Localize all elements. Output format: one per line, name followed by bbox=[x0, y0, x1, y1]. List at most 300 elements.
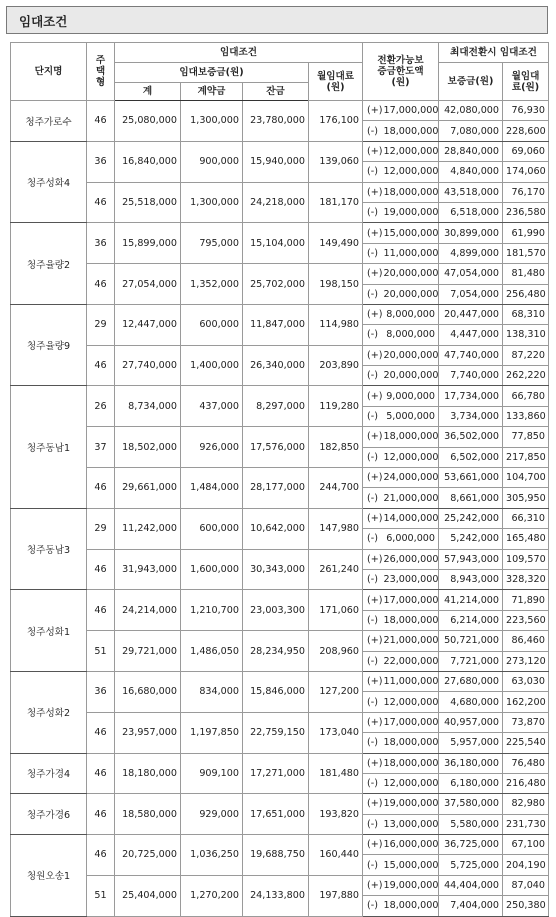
max-deposit-cell: 36,502,000 bbox=[439, 427, 503, 447]
conversion-amount-cell: 20,000,000 bbox=[381, 264, 439, 284]
conversion-amount-cell: 17,000,000 bbox=[381, 590, 439, 610]
table-body bbox=[11, 101, 549, 917]
max-deposit-cell: 7,054,000 bbox=[439, 284, 503, 304]
deposit-total-cell: 23,957,000 bbox=[115, 712, 181, 753]
conversion-amount-cell: 20,000,000 bbox=[381, 284, 439, 304]
monthly-rent-cell: 193,820 bbox=[309, 794, 363, 835]
max-monthly-rent-cell: 63,030 bbox=[503, 671, 549, 691]
max-deposit-cell: 50,721,000 bbox=[439, 631, 503, 651]
contract-deposit-cell: 795,000 bbox=[181, 223, 243, 264]
contract-deposit-cell: 1,300,000 bbox=[181, 101, 243, 142]
max-monthly-rent-cell: 67,100 bbox=[503, 835, 549, 855]
housing-type-cell: 46 bbox=[87, 101, 115, 142]
max-deposit-cell: 7,721,000 bbox=[439, 651, 503, 671]
max-monthly-rent-cell: 273,120 bbox=[503, 651, 549, 671]
conversion-sign-cell: (-) bbox=[363, 610, 381, 630]
max-monthly-rent-cell: 225,540 bbox=[503, 733, 549, 753]
contract-deposit-cell: 926,000 bbox=[181, 427, 243, 468]
max-deposit-cell: 42,080,000 bbox=[439, 101, 503, 121]
conversion-amount-cell: 18,000,000 bbox=[381, 182, 439, 202]
conversion-sign-cell: (-) bbox=[363, 162, 381, 182]
housing-type-cell: 46 bbox=[87, 345, 115, 386]
conversion-sign-cell: (+) bbox=[363, 671, 381, 691]
conversion-sign-cell: (-) bbox=[363, 121, 381, 141]
header-type: 주택형 bbox=[87, 43, 115, 101]
balance-cell: 17,576,000 bbox=[243, 427, 309, 468]
max-monthly-rent-cell: 305,950 bbox=[503, 488, 549, 508]
table-row bbox=[11, 590, 549, 610]
housing-type-cell: 46 bbox=[87, 590, 115, 631]
max-deposit-cell: 25,242,000 bbox=[439, 508, 503, 528]
max-deposit-cell: 30,899,000 bbox=[439, 223, 503, 243]
monthly-rent-cell: 203,890 bbox=[309, 345, 363, 386]
max-deposit-cell: 44,404,000 bbox=[439, 875, 503, 895]
max-deposit-cell: 4,447,000 bbox=[439, 325, 503, 345]
max-monthly-rent-cell: 216,480 bbox=[503, 773, 549, 793]
conversion-sign-cell: (+) bbox=[363, 753, 381, 773]
complex-name-cell: 청주율량9 bbox=[11, 304, 87, 386]
conversion-amount-cell: 8,000,000 bbox=[381, 325, 439, 345]
max-deposit-cell: 4,899,000 bbox=[439, 243, 503, 263]
deposit-total-cell: 29,661,000 bbox=[115, 468, 181, 509]
contract-deposit-cell: 1,600,000 bbox=[181, 549, 243, 590]
balance-cell: 26,340,000 bbox=[243, 345, 309, 386]
table-row bbox=[11, 101, 549, 121]
conversion-sign-cell: (-) bbox=[363, 243, 381, 263]
balance-cell: 28,234,950 bbox=[243, 631, 309, 672]
conversion-amount-cell: 19,000,000 bbox=[381, 794, 439, 814]
table-row bbox=[11, 264, 549, 284]
balance-cell: 23,780,000 bbox=[243, 101, 309, 142]
deposit-total-cell: 25,404,000 bbox=[115, 875, 181, 916]
table-row bbox=[11, 753, 549, 773]
conversion-sign-cell: (-) bbox=[363, 488, 381, 508]
conversion-sign-cell: (-) bbox=[363, 325, 381, 345]
conversion-amount-cell: 17,000,000 bbox=[381, 101, 439, 121]
housing-type-cell: 26 bbox=[87, 386, 115, 427]
max-monthly-rent-cell: 73,870 bbox=[503, 712, 549, 732]
monthly-rent-cell: 173,040 bbox=[309, 712, 363, 753]
max-deposit-cell: 8,661,000 bbox=[439, 488, 503, 508]
conversion-amount-cell: 18,000,000 bbox=[381, 427, 439, 447]
conversion-amount-cell: 14,000,000 bbox=[381, 508, 439, 528]
conversion-sign-cell: (-) bbox=[363, 896, 381, 916]
monthly-rent-cell: 160,440 bbox=[309, 835, 363, 876]
conversion-amount-cell: 12,000,000 bbox=[381, 773, 439, 793]
conversion-sign-cell: (-) bbox=[363, 569, 381, 589]
max-monthly-rent-cell: 162,200 bbox=[503, 692, 549, 712]
balance-cell: 17,651,000 bbox=[243, 794, 309, 835]
deposit-total-cell: 12,447,000 bbox=[115, 304, 181, 345]
conversion-sign-cell: (+) bbox=[363, 223, 381, 243]
balance-cell: 17,271,000 bbox=[243, 753, 309, 794]
balance-cell: 19,688,750 bbox=[243, 835, 309, 876]
conversion-amount-cell: 18,000,000 bbox=[381, 896, 439, 916]
conversion-amount-cell: 12,000,000 bbox=[381, 692, 439, 712]
contract-deposit-cell: 834,000 bbox=[181, 671, 243, 712]
deposit-total-cell: 11,242,000 bbox=[115, 508, 181, 549]
conversion-amount-cell: 24,000,000 bbox=[381, 468, 439, 488]
max-monthly-rent-cell: 66,310 bbox=[503, 508, 549, 528]
header-balance: 잔금 bbox=[243, 83, 309, 101]
table-row bbox=[11, 427, 549, 447]
contract-deposit-cell: 900,000 bbox=[181, 141, 243, 182]
table-row bbox=[11, 182, 549, 202]
max-deposit-cell: 47,740,000 bbox=[439, 345, 503, 365]
max-monthly-rent-cell: 87,040 bbox=[503, 875, 549, 895]
header-complex: 단지명 bbox=[11, 43, 87, 101]
max-monthly-rent-cell: 250,380 bbox=[503, 896, 549, 916]
contract-deposit-cell: 1,400,000 bbox=[181, 345, 243, 386]
balance-cell: 24,218,000 bbox=[243, 182, 309, 223]
conversion-amount-cell: 18,000,000 bbox=[381, 753, 439, 773]
balance-cell: 10,642,000 bbox=[243, 508, 309, 549]
conversion-sign-cell: (+) bbox=[363, 794, 381, 814]
contract-deposit-cell: 1,300,000 bbox=[181, 182, 243, 223]
balance-cell: 8,297,000 bbox=[243, 386, 309, 427]
conversion-amount-cell: 18,000,000 bbox=[381, 121, 439, 141]
conversion-amount-cell: 16,000,000 bbox=[381, 835, 439, 855]
balance-cell: 11,847,000 bbox=[243, 304, 309, 345]
deposit-total-cell: 25,080,000 bbox=[115, 101, 181, 142]
monthly-rent-cell: 176,100 bbox=[309, 101, 363, 142]
conversion-amount-cell: 12,000,000 bbox=[381, 447, 439, 467]
max-deposit-cell: 36,725,000 bbox=[439, 835, 503, 855]
conversion-sign-cell: (-) bbox=[363, 529, 381, 549]
max-monthly-rent-cell: 328,320 bbox=[503, 569, 549, 589]
table-row bbox=[11, 875, 549, 895]
deposit-total-cell: 15,899,000 bbox=[115, 223, 181, 264]
contract-deposit-cell: 909,100 bbox=[181, 753, 243, 794]
housing-type-cell: 46 bbox=[87, 182, 115, 223]
conversion-amount-cell: 11,000,000 bbox=[381, 243, 439, 263]
monthly-rent-cell: 119,280 bbox=[309, 386, 363, 427]
table-row bbox=[11, 549, 549, 569]
max-deposit-cell: 7,080,000 bbox=[439, 121, 503, 141]
max-deposit-cell: 6,518,000 bbox=[439, 202, 503, 222]
max-deposit-cell: 4,680,000 bbox=[439, 692, 503, 712]
conversion-sign-cell: (+) bbox=[363, 386, 381, 406]
max-deposit-cell: 6,214,000 bbox=[439, 610, 503, 630]
table-row bbox=[11, 631, 549, 651]
header-max-conversion: 최대전환시 임대조건 bbox=[439, 43, 549, 63]
complex-name-cell: 청주동남3 bbox=[11, 508, 87, 590]
max-monthly-rent-cell: 256,480 bbox=[503, 284, 549, 304]
table-row bbox=[11, 386, 549, 406]
monthly-rent-cell: 147,980 bbox=[309, 508, 363, 549]
conversion-sign-cell: (+) bbox=[363, 590, 381, 610]
deposit-total-cell: 18,502,000 bbox=[115, 427, 181, 468]
max-deposit-cell: 27,680,000 bbox=[439, 671, 503, 691]
complex-name-cell: 청주율량2 bbox=[11, 223, 87, 305]
housing-type-cell: 29 bbox=[87, 304, 115, 345]
contract-deposit-cell: 437,000 bbox=[181, 386, 243, 427]
conversion-sign-cell: (-) bbox=[363, 733, 381, 753]
conversion-sign-cell: (-) bbox=[363, 447, 381, 467]
max-deposit-cell: 37,580,000 bbox=[439, 794, 503, 814]
monthly-rent-cell: 181,480 bbox=[309, 753, 363, 794]
max-monthly-rent-cell: 68,310 bbox=[503, 304, 549, 324]
balance-cell: 15,104,000 bbox=[243, 223, 309, 264]
conversion-amount-cell: 15,000,000 bbox=[381, 223, 439, 243]
section-title-box bbox=[6, 6, 548, 34]
table-row bbox=[11, 671, 549, 691]
max-deposit-cell: 6,180,000 bbox=[439, 773, 503, 793]
conversion-amount-cell: 15,000,000 bbox=[381, 855, 439, 875]
max-deposit-cell: 43,518,000 bbox=[439, 182, 503, 202]
monthly-rent-cell: 182,850 bbox=[309, 427, 363, 468]
conversion-amount-cell: 12,000,000 bbox=[381, 141, 439, 161]
deposit-total-cell: 25,518,000 bbox=[115, 182, 181, 223]
monthly-rent-cell: 171,060 bbox=[309, 590, 363, 631]
header-max-deposit: 보증금(원) bbox=[439, 63, 503, 101]
deposit-total-cell: 8,734,000 bbox=[115, 386, 181, 427]
page-title: 임대조건 bbox=[19, 14, 68, 29]
header-contract: 계약금 bbox=[181, 83, 243, 101]
deposit-total-cell: 20,725,000 bbox=[115, 835, 181, 876]
conversion-sign-cell: (+) bbox=[363, 101, 381, 121]
conversion-sign-cell: (+) bbox=[363, 264, 381, 284]
contract-deposit-cell: 1,270,200 bbox=[181, 875, 243, 916]
conversion-sign-cell: (+) bbox=[363, 875, 381, 895]
max-monthly-rent-cell: 66,780 bbox=[503, 386, 549, 406]
header-convertible-limit: 전환가능보증금한도액(원) bbox=[363, 43, 439, 101]
conversion-amount-cell: 20,000,000 bbox=[381, 366, 439, 386]
max-monthly-rent-cell: 204,190 bbox=[503, 855, 549, 875]
housing-type-cell: 29 bbox=[87, 508, 115, 549]
max-deposit-cell: 4,840,000 bbox=[439, 162, 503, 182]
conversion-sign-cell: (+) bbox=[363, 304, 381, 324]
deposit-total-cell: 31,943,000 bbox=[115, 549, 181, 590]
monthly-rent-cell: 114,980 bbox=[309, 304, 363, 345]
max-monthly-rent-cell: 87,220 bbox=[503, 345, 549, 365]
conversion-amount-cell: 17,000,000 bbox=[381, 712, 439, 732]
max-deposit-cell: 41,214,000 bbox=[439, 590, 503, 610]
table-row bbox=[11, 794, 549, 814]
housing-type-cell: 51 bbox=[87, 631, 115, 672]
max-monthly-rent-cell: 86,460 bbox=[503, 631, 549, 651]
monthly-rent-cell: 244,700 bbox=[309, 468, 363, 509]
table-row bbox=[11, 345, 549, 365]
max-deposit-cell: 36,180,000 bbox=[439, 753, 503, 773]
max-monthly-rent-cell: 104,700 bbox=[503, 468, 549, 488]
max-monthly-rent-cell: 82,980 bbox=[503, 794, 549, 814]
conversion-sign-cell: (-) bbox=[363, 773, 381, 793]
max-deposit-cell: 5,725,000 bbox=[439, 855, 503, 875]
max-deposit-cell: 5,242,000 bbox=[439, 529, 503, 549]
max-deposit-cell: 17,734,000 bbox=[439, 386, 503, 406]
contract-deposit-cell: 929,000 bbox=[181, 794, 243, 835]
deposit-total-cell: 16,680,000 bbox=[115, 671, 181, 712]
conversion-sign-cell: (+) bbox=[363, 345, 381, 365]
conversion-amount-cell: 20,000,000 bbox=[381, 345, 439, 365]
balance-cell: 25,702,000 bbox=[243, 264, 309, 305]
max-monthly-rent-cell: 223,560 bbox=[503, 610, 549, 630]
housing-type-cell: 46 bbox=[87, 712, 115, 753]
conversion-sign-cell: (-) bbox=[363, 692, 381, 712]
max-monthly-rent-cell: 76,930 bbox=[503, 101, 549, 121]
conversion-amount-cell: 6,000,000 bbox=[381, 529, 439, 549]
max-monthly-rent-cell: 76,170 bbox=[503, 182, 549, 202]
complex-name-cell: 청주가경4 bbox=[11, 753, 87, 794]
conversion-amount-cell: 18,000,000 bbox=[381, 610, 439, 630]
conversion-amount-cell: 5,000,000 bbox=[381, 406, 439, 426]
max-monthly-rent-cell: 228,600 bbox=[503, 121, 549, 141]
conversion-sign-cell: (-) bbox=[363, 202, 381, 222]
monthly-rent-cell: 149,490 bbox=[309, 223, 363, 264]
deposit-total-cell: 29,721,000 bbox=[115, 631, 181, 672]
table-row bbox=[11, 141, 549, 161]
complex-name-cell: 청원오송1 bbox=[11, 835, 87, 917]
table-row bbox=[11, 712, 549, 732]
max-deposit-cell: 3,734,000 bbox=[439, 406, 503, 426]
housing-type-cell: 46 bbox=[87, 753, 115, 794]
housing-type-cell: 36 bbox=[87, 671, 115, 712]
conversion-sign-cell: (-) bbox=[363, 284, 381, 304]
deposit-total-cell: 16,840,000 bbox=[115, 141, 181, 182]
header-max-monthly-rent: 월임대료(원) bbox=[503, 63, 549, 101]
table-row bbox=[11, 835, 549, 855]
conversion-sign-cell: (+) bbox=[363, 712, 381, 732]
table-row bbox=[11, 508, 549, 528]
conversion-amount-cell: 9,000,000 bbox=[381, 386, 439, 406]
max-monthly-rent-cell: 133,860 bbox=[503, 406, 549, 426]
header-total: 계 bbox=[115, 83, 181, 101]
housing-type-cell: 36 bbox=[87, 223, 115, 264]
monthly-rent-cell: 261,240 bbox=[309, 549, 363, 590]
max-deposit-cell: 7,740,000 bbox=[439, 366, 503, 386]
monthly-rent-cell: 139,060 bbox=[309, 141, 363, 182]
table-row bbox=[11, 468, 549, 488]
complex-name-cell: 청주가경6 bbox=[11, 794, 87, 835]
max-monthly-rent-cell: 174,060 bbox=[503, 162, 549, 182]
header-lease-conditions: 임대조건 bbox=[115, 43, 363, 63]
conversion-sign-cell: (-) bbox=[363, 366, 381, 386]
monthly-rent-cell: 198,150 bbox=[309, 264, 363, 305]
deposit-total-cell: 27,740,000 bbox=[115, 345, 181, 386]
max-deposit-cell: 57,943,000 bbox=[439, 549, 503, 569]
complex-name-cell: 청주성화2 bbox=[11, 671, 87, 753]
contract-deposit-cell: 1,210,700 bbox=[181, 590, 243, 631]
max-monthly-rent-cell: 109,570 bbox=[503, 549, 549, 569]
conversion-amount-cell: 21,000,000 bbox=[381, 631, 439, 651]
monthly-rent-cell: 127,200 bbox=[309, 671, 363, 712]
max-deposit-cell: 28,840,000 bbox=[439, 141, 503, 161]
conversion-sign-cell: (+) bbox=[363, 427, 381, 447]
contract-deposit-cell: 1,486,050 bbox=[181, 631, 243, 672]
conversion-sign-cell: (+) bbox=[363, 631, 381, 651]
complex-name-cell: 청주성화4 bbox=[11, 141, 87, 223]
max-deposit-cell: 5,580,000 bbox=[439, 814, 503, 834]
contract-deposit-cell: 600,000 bbox=[181, 508, 243, 549]
housing-type-cell: 51 bbox=[87, 875, 115, 916]
max-monthly-rent-cell: 262,220 bbox=[503, 366, 549, 386]
conversion-amount-cell: 23,000,000 bbox=[381, 569, 439, 589]
housing-type-cell: 46 bbox=[87, 794, 115, 835]
conversion-sign-cell: (+) bbox=[363, 468, 381, 488]
max-deposit-cell: 7,404,000 bbox=[439, 896, 503, 916]
conversion-sign-cell: (+) bbox=[363, 835, 381, 855]
max-monthly-rent-cell: 236,580 bbox=[503, 202, 549, 222]
contract-deposit-cell: 1,484,000 bbox=[181, 468, 243, 509]
max-monthly-rent-cell: 231,730 bbox=[503, 814, 549, 834]
table-row bbox=[11, 304, 549, 324]
contract-deposit-cell: 1,352,000 bbox=[181, 264, 243, 305]
deposit-total-cell: 27,054,000 bbox=[115, 264, 181, 305]
max-monthly-rent-cell: 77,850 bbox=[503, 427, 549, 447]
balance-cell: 15,940,000 bbox=[243, 141, 309, 182]
conversion-sign-cell: (-) bbox=[363, 814, 381, 834]
housing-type-cell: 46 bbox=[87, 468, 115, 509]
conversion-sign-cell: (+) bbox=[363, 549, 381, 569]
max-deposit-cell: 8,943,000 bbox=[439, 569, 503, 589]
housing-type-cell: 46 bbox=[87, 549, 115, 590]
conversion-amount-cell: 8,000,000 bbox=[381, 304, 439, 324]
conversion-sign-cell: (+) bbox=[363, 508, 381, 528]
balance-cell: 22,759,150 bbox=[243, 712, 309, 753]
conversion-amount-cell: 19,000,000 bbox=[381, 875, 439, 895]
housing-type-cell: 36 bbox=[87, 141, 115, 182]
max-monthly-rent-cell: 61,990 bbox=[503, 223, 549, 243]
max-monthly-rent-cell: 81,480 bbox=[503, 264, 549, 284]
conversion-amount-cell: 21,000,000 bbox=[381, 488, 439, 508]
balance-cell: 23,003,300 bbox=[243, 590, 309, 631]
contract-deposit-cell: 1,197,850 bbox=[181, 712, 243, 753]
housing-type-cell: 46 bbox=[87, 835, 115, 876]
housing-type-cell: 37 bbox=[87, 427, 115, 468]
deposit-total-cell: 18,180,000 bbox=[115, 753, 181, 794]
conversion-sign-cell: (+) bbox=[363, 141, 381, 161]
max-deposit-cell: 5,957,000 bbox=[439, 733, 503, 753]
max-monthly-rent-cell: 69,060 bbox=[503, 141, 549, 161]
max-deposit-cell: 6,502,000 bbox=[439, 447, 503, 467]
complex-name-cell: 청주가로수 bbox=[11, 101, 87, 142]
deposit-total-cell: 24,214,000 bbox=[115, 590, 181, 631]
complex-name-cell: 청주성화1 bbox=[11, 590, 87, 672]
monthly-rent-cell: 208,960 bbox=[309, 631, 363, 672]
contract-deposit-cell: 1,036,250 bbox=[181, 835, 243, 876]
max-monthly-rent-cell: 217,850 bbox=[503, 447, 549, 467]
conversion-amount-cell: 22,000,000 bbox=[381, 651, 439, 671]
contract-deposit-cell: 600,000 bbox=[181, 304, 243, 345]
header-deposit-group: 임대보증금(원) bbox=[115, 63, 309, 83]
complex-name-cell: 청주동남1 bbox=[11, 386, 87, 508]
conversion-amount-cell: 18,000,000 bbox=[381, 733, 439, 753]
balance-cell: 28,177,000 bbox=[243, 468, 309, 509]
conversion-amount-cell: 13,000,000 bbox=[381, 814, 439, 834]
max-deposit-cell: 40,957,000 bbox=[439, 712, 503, 732]
max-deposit-cell: 47,054,000 bbox=[439, 264, 503, 284]
max-monthly-rent-cell: 76,480 bbox=[503, 753, 549, 773]
conversion-amount-cell: 19,000,000 bbox=[381, 202, 439, 222]
conversion-sign-cell: (+) bbox=[363, 182, 381, 202]
lease-conditions-table bbox=[10, 42, 549, 917]
max-deposit-cell: 53,661,000 bbox=[439, 468, 503, 488]
max-monthly-rent-cell: 138,310 bbox=[503, 325, 549, 345]
balance-cell: 30,343,000 bbox=[243, 549, 309, 590]
header-monthly-rent: 월임대료(원) bbox=[309, 63, 363, 101]
max-monthly-rent-cell: 71,890 bbox=[503, 590, 549, 610]
conversion-sign-cell: (-) bbox=[363, 855, 381, 875]
max-monthly-rent-cell: 165,480 bbox=[503, 529, 549, 549]
balance-cell: 15,846,000 bbox=[243, 671, 309, 712]
conversion-sign-cell: (-) bbox=[363, 651, 381, 671]
deposit-total-cell: 18,580,000 bbox=[115, 794, 181, 835]
conversion-amount-cell: 26,000,000 bbox=[381, 549, 439, 569]
conversion-amount-cell: 12,000,000 bbox=[381, 162, 439, 182]
monthly-rent-cell: 197,880 bbox=[309, 875, 363, 916]
max-deposit-cell: 20,447,000 bbox=[439, 304, 503, 324]
